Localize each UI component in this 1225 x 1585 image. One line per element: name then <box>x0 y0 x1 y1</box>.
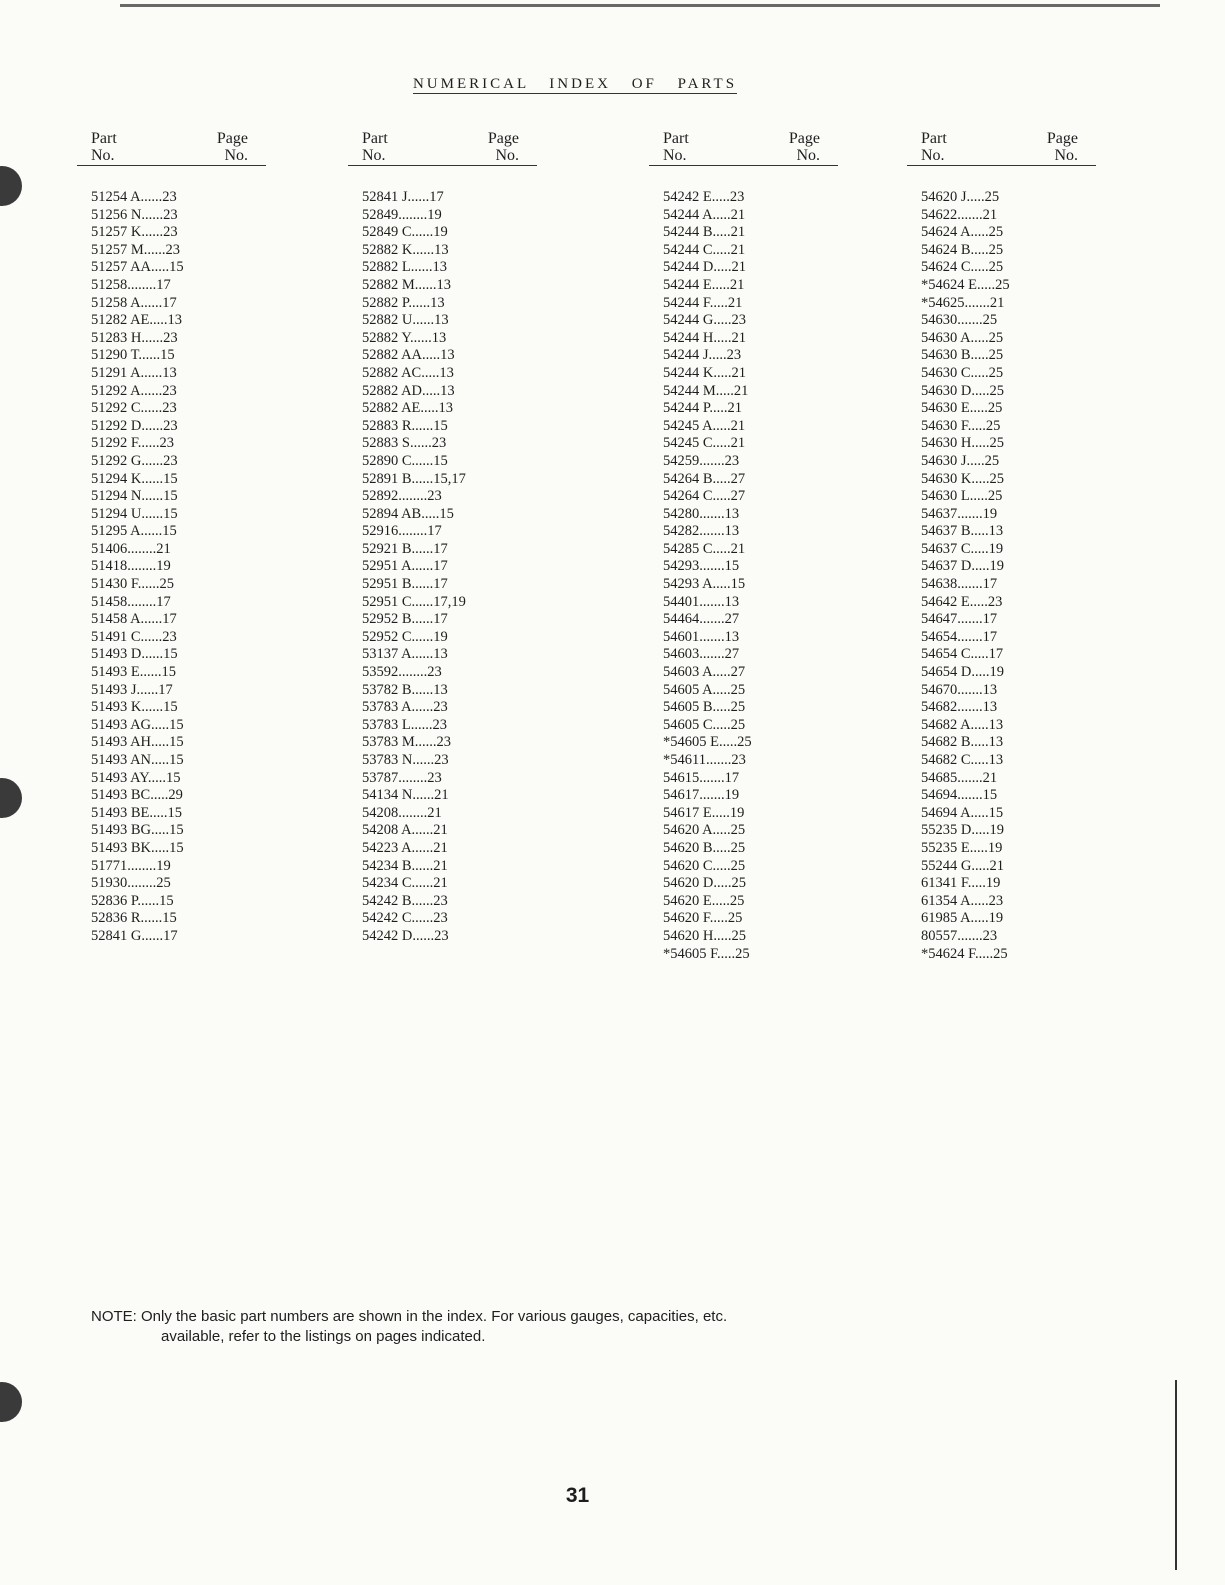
index-entry: 54620 E.....25 <box>663 892 745 909</box>
index-entry: 51292 G......23 <box>91 452 178 469</box>
index-entry: 54282.......13 <box>663 523 740 540</box>
index-entry: 51930........25 <box>91 875 171 892</box>
index-entry: 54637 C.....19 <box>921 540 1004 557</box>
index-entry: 51493 J......17 <box>91 681 173 698</box>
index-entry: 52882 AC.....13 <box>362 364 454 381</box>
index-entry: 51493 BG.....15 <box>91 822 184 839</box>
index-entry: 52849........19 <box>362 206 442 223</box>
index-entry: 52894 AB.....15 <box>362 505 454 522</box>
index-rows <box>921 189 1096 963</box>
index-entry: 52882 U......13 <box>362 312 449 329</box>
index-column-3 <box>663 130 838 963</box>
index-entry: 54654.......17 <box>921 628 998 645</box>
index-entry: 54603.......27 <box>663 646 740 663</box>
index-entry: 54620 A.....25 <box>663 822 746 839</box>
index-entry: 52836 P......15 <box>91 892 174 909</box>
binder-hole-bottom <box>0 1382 22 1422</box>
index-entry: 53783 M......23 <box>362 734 452 751</box>
index-entry: 51493 BE.....15 <box>91 804 183 821</box>
index-entry: 54242 B......23 <box>362 892 448 909</box>
page-header: Page No. <box>216 130 248 164</box>
index-entry: 54242 D......23 <box>362 927 449 944</box>
index-entry: 54245 A.....21 <box>663 417 746 434</box>
index-entry: 54234 C......21 <box>362 875 448 892</box>
index-entry: 54244 G.....23 <box>663 312 746 329</box>
index-entry: 54605 B.....25 <box>663 699 746 716</box>
index-entry: 54630 H.....25 <box>921 435 1004 452</box>
index-entry: 52841 J......17 <box>362 189 444 205</box>
index-entry: 54630.......25 <box>921 312 998 329</box>
index-entry: 54223 A......21 <box>362 839 448 856</box>
index-entry: 51256 N......23 <box>91 206 178 223</box>
index-entry: 54242 E.....23 <box>663 189 745 205</box>
index-entry: 54630 B.....25 <box>921 347 1004 364</box>
index-entry: *54625.......21 <box>921 294 1005 311</box>
index-entry: 51493 E......15 <box>91 664 176 681</box>
index-entry: 51458 A......17 <box>91 611 177 628</box>
index-entry: 54620 J.....25 <box>921 189 1000 205</box>
index-entry: 54620 C.....25 <box>663 857 746 874</box>
index-entry: 51458........17 <box>91 593 171 610</box>
index-entry: 54624 B.....25 <box>921 241 1004 258</box>
index-entry: 54280.......13 <box>663 505 740 522</box>
index-entry: 51294 U......15 <box>91 505 178 522</box>
index-entry: 53782 B......13 <box>362 681 448 698</box>
index-entry: 52951 A......17 <box>362 558 448 575</box>
index-entry: 52882 AD.....13 <box>362 382 455 399</box>
index-entry: 51491 C......23 <box>91 628 177 645</box>
page-title: NUMERICAL INDEX OF PARTS <box>412 76 738 92</box>
index-entry: 54630 L.....25 <box>921 488 1003 505</box>
index-entry: 51493 BK.....15 <box>91 839 184 856</box>
column-header <box>77 130 266 166</box>
part-header: Part No. <box>663 130 689 164</box>
index-entry: 52892........23 <box>362 488 442 505</box>
index-entry: 54620 D.....25 <box>663 875 746 892</box>
index-entry: 54244 A.....21 <box>663 206 746 223</box>
index-entry: 54615.......17 <box>663 769 740 786</box>
index-entry: 54244 D.....21 <box>663 259 746 276</box>
index-entry: 51430 F......25 <box>91 576 175 593</box>
index-entry: 52882 L......13 <box>362 259 447 276</box>
index-entry: 52849 C......19 <box>362 224 448 241</box>
index-entry: *54605 E.....25 <box>663 734 752 751</box>
index-entry: 52882 AE.....13 <box>362 400 454 417</box>
index-entry: 54638.......17 <box>921 576 998 593</box>
index-entry: 51292 C......23 <box>91 400 177 417</box>
index-entry: 52882 P......13 <box>362 294 445 311</box>
index-entry: 54208 A......21 <box>362 822 448 839</box>
index-entry: 54620 F.....25 <box>663 910 743 927</box>
index-entry: 54464.......27 <box>663 611 740 628</box>
index-entry: 54682 C.....13 <box>921 752 1004 768</box>
index-entry: 51406........21 <box>91 540 171 557</box>
index-entry: 54630 K.....25 <box>921 470 1004 487</box>
index-entry: 54630 F.....25 <box>921 417 1001 434</box>
index-entry: 54637.......19 <box>921 505 998 522</box>
index-entry: 53783 N......23 <box>362 752 449 768</box>
index-entry: 54630 E.....25 <box>921 400 1003 417</box>
index-column-1 <box>91 130 266 946</box>
index-entry: 54605 A.....25 <box>663 681 746 698</box>
index-entry: 54637 D.....19 <box>921 558 1004 575</box>
index-entry: *54624 E.....25 <box>921 276 1010 293</box>
footnote-line-2: available, refer to the listings on pages indicated. <box>161 1328 486 1345</box>
index-entry: 51295 A......15 <box>91 523 177 540</box>
index-entry: 61354 A.....23 <box>921 892 1004 909</box>
scan-top-edge-line <box>120 4 1160 7</box>
index-entry: 51290 T......15 <box>91 347 175 364</box>
index-entry: 54694.......15 <box>921 787 998 804</box>
index-entry: *54611.......23 <box>663 752 746 768</box>
index-rows <box>91 189 266 946</box>
index-entry: 54244 E.....21 <box>663 276 745 293</box>
index-entry: 51493 K......15 <box>91 699 178 716</box>
index-entry: 53137 A......13 <box>362 646 448 663</box>
index-entry: 54259.......23 <box>663 452 740 469</box>
index-rows <box>663 189 838 963</box>
index-entry: 54264 C.....27 <box>663 488 746 505</box>
index-entry: 54244 B.....21 <box>663 224 746 241</box>
index-entry: 54620 B.....25 <box>663 839 746 856</box>
index-entry: 54234 B......21 <box>362 857 448 874</box>
index-entry: *54605 F.....25 <box>663 945 750 962</box>
index-entry: 51294 K......15 <box>91 470 178 487</box>
index-entry: 54682.......13 <box>921 699 998 716</box>
column-header <box>649 130 838 166</box>
page-header: Page No. <box>788 130 820 164</box>
index-entry: 51418........19 <box>91 558 171 575</box>
index-entry: 54630 A.....25 <box>921 329 1004 346</box>
index-entry: 54694 A.....15 <box>921 804 1004 821</box>
index-entry: 54630 D.....25 <box>921 382 1004 399</box>
index-entry: 53787........23 <box>362 769 442 786</box>
index-entry: 54244 C.....21 <box>663 241 746 258</box>
column-header <box>907 130 1096 166</box>
index-entry: 51292 D......23 <box>91 417 178 434</box>
index-entry: 54244 H.....21 <box>663 329 746 346</box>
index-entry: *54624 F.....25 <box>921 945 1008 962</box>
index-entry: 54624 A.....25 <box>921 224 1004 241</box>
index-entry: 54637 B.....13 <box>921 523 1004 540</box>
index-entry: 54245 C.....21 <box>663 435 746 452</box>
index-entry: 51257 K......23 <box>91 224 178 241</box>
index-entry: 54264 B.....27 <box>663 470 746 487</box>
part-header: Part No. <box>91 130 117 164</box>
index-entry: 51258 A......17 <box>91 294 177 311</box>
index-entry: 54682 B.....13 <box>921 734 1004 751</box>
footnote <box>91 1307 727 1347</box>
index-entry: 55235 E.....19 <box>921 839 1003 856</box>
index-entry: 55235 D.....19 <box>921 822 1004 839</box>
part-header: Part No. <box>921 130 947 164</box>
index-entry: 52882 M......13 <box>362 276 452 293</box>
part-header: Part No. <box>362 130 388 164</box>
index-entry: 51282 AE.....13 <box>91 312 183 329</box>
index-entry: 52883 S......23 <box>362 435 447 452</box>
index-entry: 54208........21 <box>362 804 442 821</box>
index-entry: 51254 A......23 <box>91 189 177 205</box>
index-entry: 54654 C.....17 <box>921 646 1004 663</box>
index-entry: 54682 A.....13 <box>921 716 1004 733</box>
index-entry: 61341 F.....19 <box>921 875 1001 892</box>
index-entry: 54244 P.....21 <box>663 400 742 417</box>
index-entry: 80557.......23 <box>921 927 998 944</box>
index-entry: 54622.......21 <box>921 206 998 223</box>
index-entry: 51258........17 <box>91 276 171 293</box>
index-entry: 52921 B......17 <box>362 540 448 557</box>
index-entry: 54401.......13 <box>663 593 740 610</box>
index-entry: 51493 BC.....29 <box>91 787 183 804</box>
index-entry: 54244 M.....21 <box>663 382 749 399</box>
index-entry: 51294 N......15 <box>91 488 178 505</box>
index-entry: 53783 L......23 <box>362 716 447 733</box>
index-entry: 51493 AH.....15 <box>91 734 184 751</box>
index-entry: 54242 C......23 <box>362 910 448 927</box>
index-entry: 51257 M......23 <box>91 241 181 258</box>
index-entry: 52882 AA.....13 <box>362 347 455 364</box>
index-entry: 54293.......15 <box>663 558 740 575</box>
index-entry: 54244 J.....23 <box>663 347 742 364</box>
index-entry: 52890 C......15 <box>362 452 448 469</box>
index-entry: 52891 B......15,17 <box>362 470 466 487</box>
index-rows <box>362 189 537 946</box>
index-entry: 54134 N......21 <box>362 787 449 804</box>
index-entry: 52952 C......19 <box>362 628 448 645</box>
index-entry: 51771........19 <box>91 857 171 874</box>
index-entry: 52951 B......17 <box>362 576 448 593</box>
index-entry: 54620 H.....25 <box>663 927 746 944</box>
index-entry: 52883 R......15 <box>362 417 448 434</box>
index-entry: 51292 F......23 <box>91 435 175 452</box>
index-entry: 54642 E.....23 <box>921 593 1003 610</box>
index-entry: 52836 R......15 <box>91 910 177 927</box>
index-entry: 53783 A......23 <box>362 699 448 716</box>
index-entry: 54670.......13 <box>921 681 998 698</box>
index-entry: 54244 K.....21 <box>663 364 746 381</box>
index-entry: 52951 C......17,19 <box>362 593 466 610</box>
index-entry: 51292 A......23 <box>91 382 177 399</box>
index-entry: 52916........17 <box>362 523 442 540</box>
index-entry: 54244 F.....21 <box>663 294 743 311</box>
index-entry: 54617.......19 <box>663 787 740 804</box>
index-entry: 54605 C.....25 <box>663 716 746 733</box>
index-entry: 51257 AA.....15 <box>91 259 184 276</box>
index-entry: 54685.......21 <box>921 769 998 786</box>
index-entry: 51493 D......15 <box>91 646 178 663</box>
index-entry: 54603 A.....27 <box>663 664 746 681</box>
index-entry: 54630 C.....25 <box>921 364 1004 381</box>
index-entry: 54285 C.....21 <box>663 540 746 557</box>
index-entry: 51493 AG.....15 <box>91 716 184 733</box>
index-entry: 53592........23 <box>362 664 442 681</box>
index-entry: 54654 D.....19 <box>921 664 1004 681</box>
index-entry: 51493 AN.....15 <box>91 752 184 768</box>
scan-right-edge-line <box>1175 1380 1177 1570</box>
index-entry: 52882 Y......13 <box>362 329 447 346</box>
index-entry: 51493 AY.....15 <box>91 769 181 786</box>
column-header <box>348 130 537 166</box>
index-column-2 <box>362 130 537 946</box>
index-entry: 52952 B......17 <box>362 611 448 628</box>
index-entry: 55244 G.....21 <box>921 857 1004 874</box>
binder-hole-middle <box>0 778 22 818</box>
page-number: 31 <box>565 1484 590 1507</box>
index-entry: 54630 J.....25 <box>921 452 1000 469</box>
index-entry: 54624 C.....25 <box>921 259 1004 276</box>
index-entry: 54647.......17 <box>921 611 998 628</box>
index-entry: 51283 H......23 <box>91 329 178 346</box>
binder-hole-top <box>0 166 22 206</box>
index-entry: 52841 G......17 <box>91 927 178 944</box>
footnote-line-1: NOTE: Only the basic part numbers are shown in the index. For various gauges, capacities, etc. <box>91 1308 728 1325</box>
index-entry: 52882 K......13 <box>362 241 449 258</box>
index-entry: 54293 A.....15 <box>663 576 746 593</box>
page-header: Page No. <box>1046 130 1078 164</box>
index-entry: 61985 A.....19 <box>921 910 1004 927</box>
index-column-4 <box>921 130 1096 963</box>
index-entry: 54617 E.....19 <box>663 804 745 821</box>
index-entry: 51291 A......13 <box>91 364 177 381</box>
page-header: Page No. <box>487 130 519 164</box>
index-entry: 54601.......13 <box>663 628 740 645</box>
